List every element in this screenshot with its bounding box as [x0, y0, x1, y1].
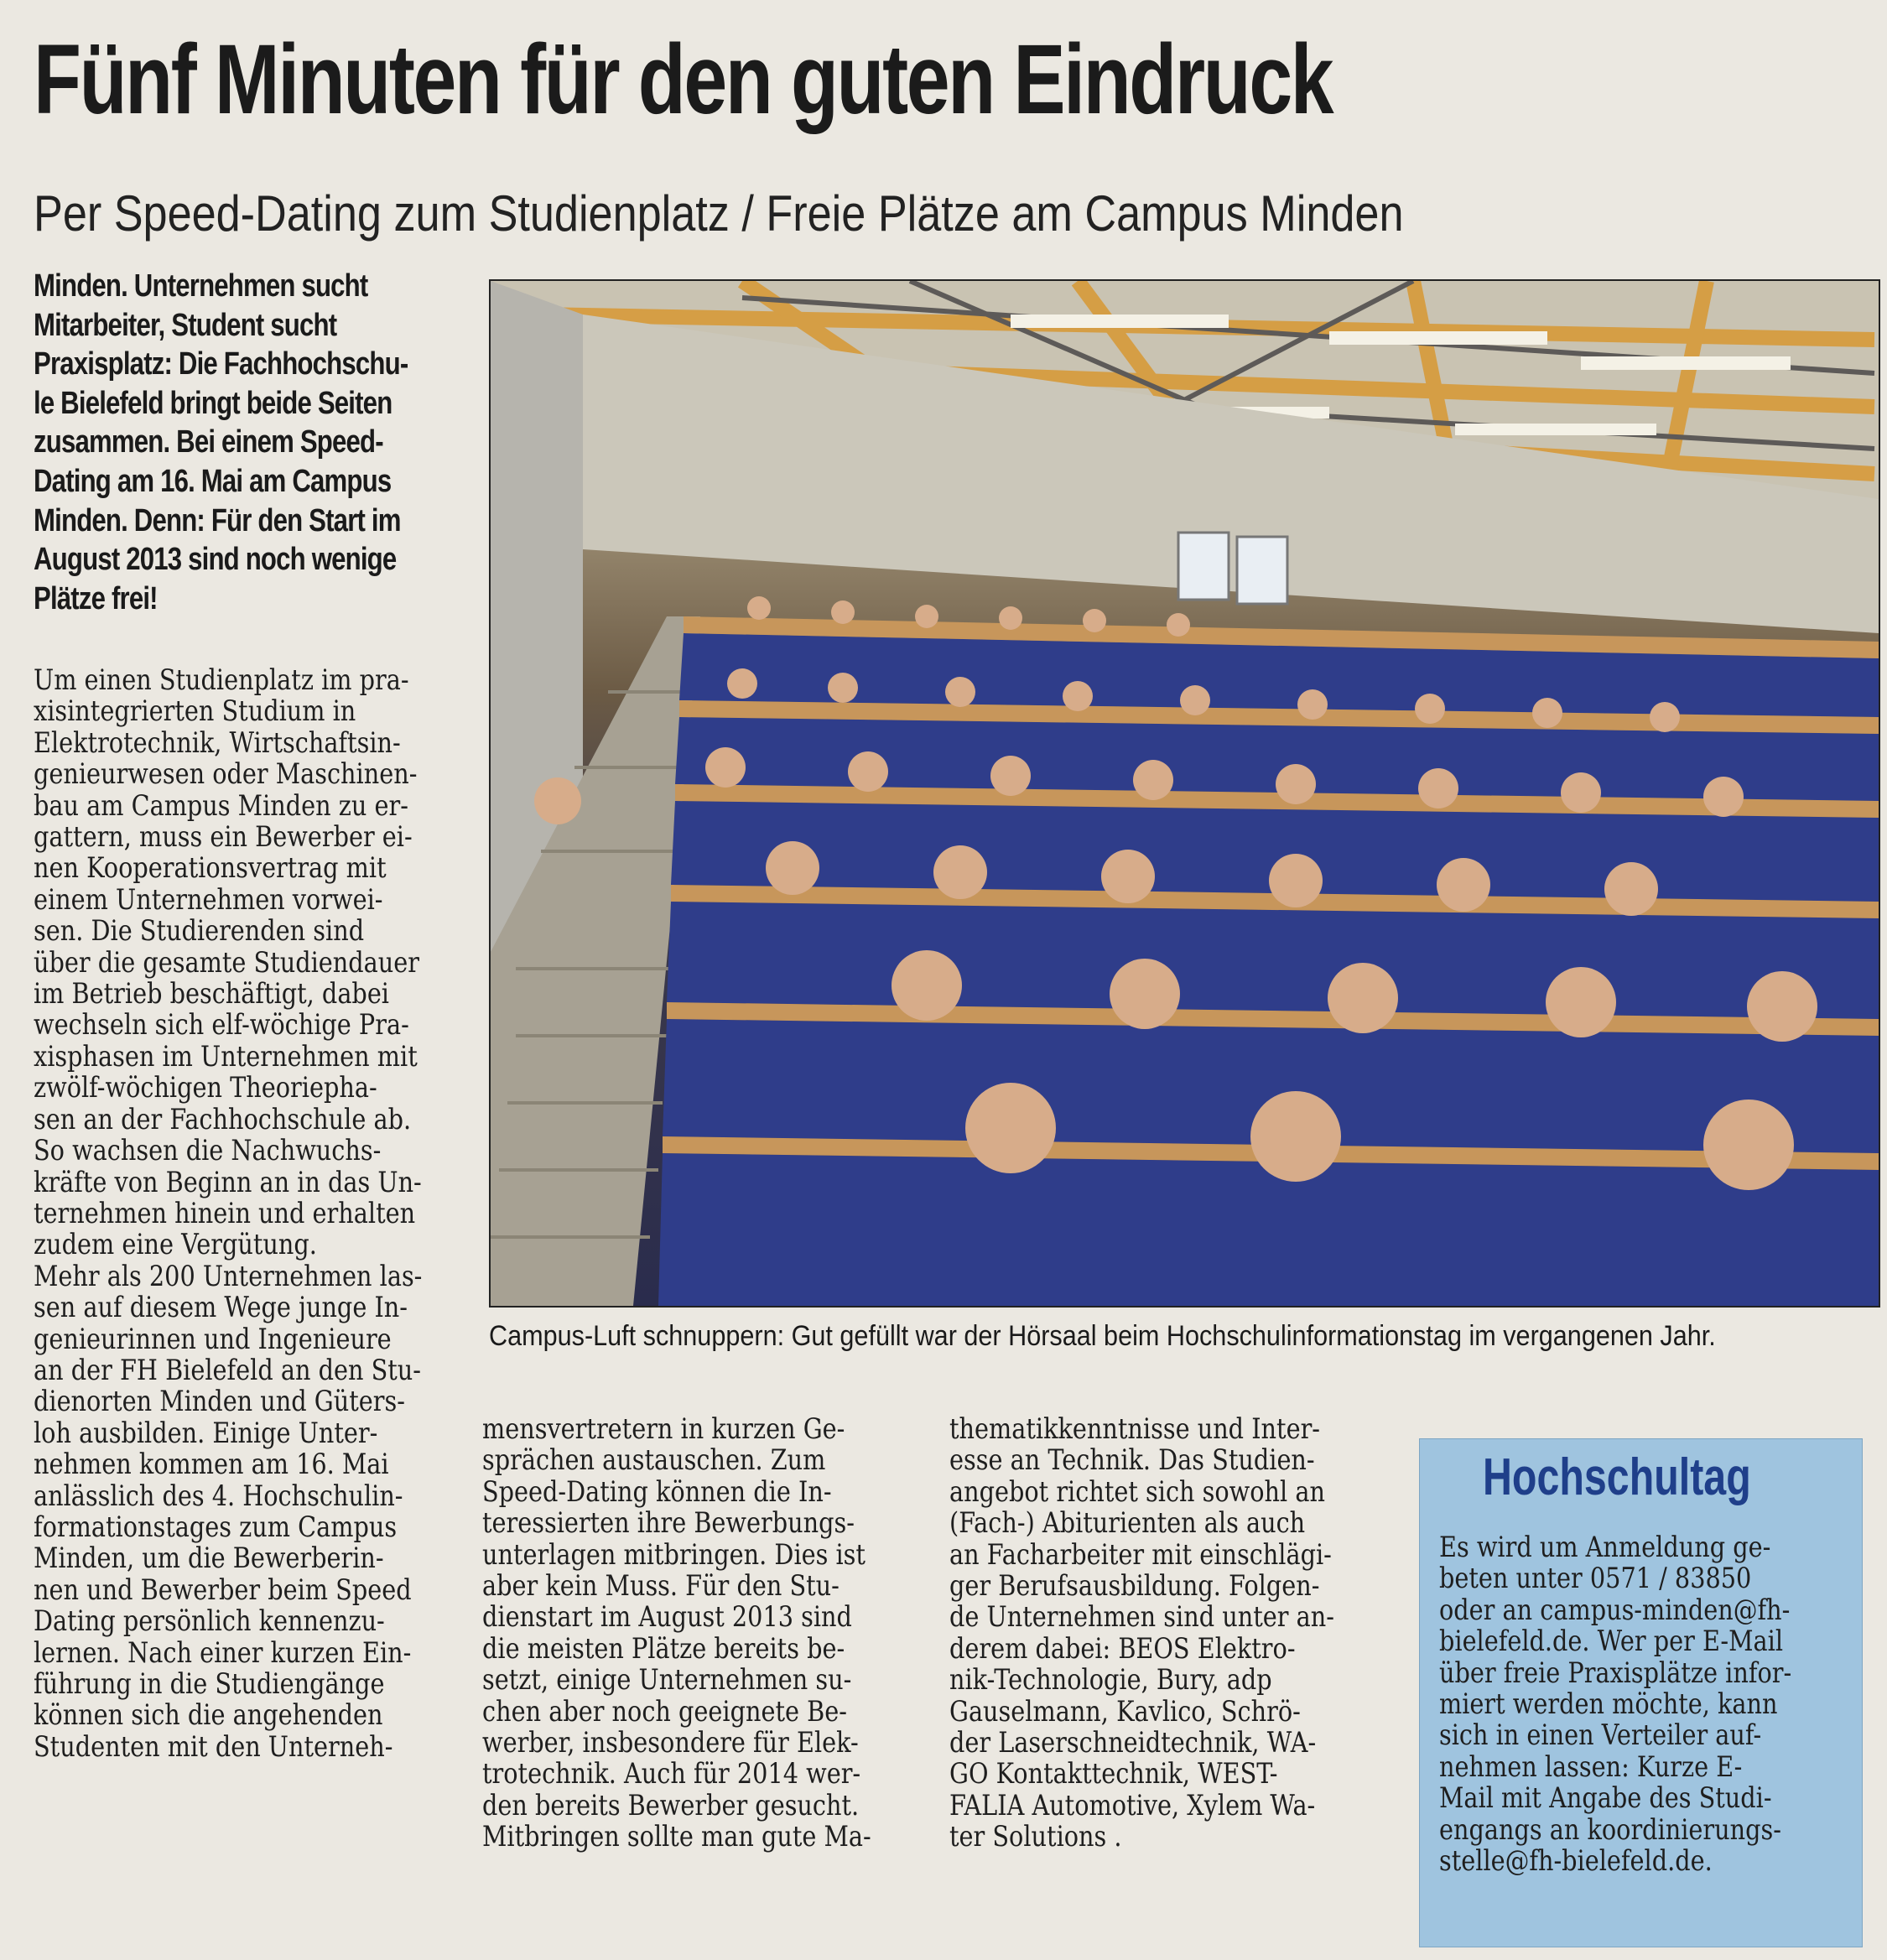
text-line: genieurwesen oder Maschinen- [34, 757, 418, 791]
text-line: Mehr als 200 Unternehmen las- [34, 1259, 423, 1292]
info-box-line: stelle@fh-bielefeld.de. [1439, 1844, 1713, 1878]
lead-line: zusammen. Bei einem Speed- [34, 424, 383, 460]
lecture-hall-illustration [491, 281, 1879, 1306]
text-line: nehmen kommen am 16. Mai [34, 1448, 389, 1481]
info-box-line: miert werden möchte, kann [1439, 1687, 1778, 1721]
text-line: ternehmen hinein und erhalten [34, 1196, 416, 1230]
text-line: können sich die angehenden [34, 1698, 383, 1732]
text-line: nik-Technologie, Bury, adp [949, 1663, 1272, 1697]
text-line: sen auf diesem Wege junge In- [34, 1291, 408, 1324]
text-line: Mitbringen sollte man gute Ma- [482, 1820, 871, 1853]
lead-line: Minden. Denn: Für den Start im [34, 502, 401, 538]
lead-line: Praxisplatz: Die Fachhochschu- [34, 346, 408, 382]
text-line: angebot richtet sich sowohl an [949, 1474, 1325, 1508]
lecture-hall-photo [489, 279, 1880, 1308]
text-line: kräfte von Beginn an in das Un- [34, 1165, 422, 1198]
info-box-line: über freie Praxisplätze infor- [1439, 1656, 1792, 1689]
text-line: zwölf-wöchigen Theoriepha- [34, 1071, 377, 1105]
lead-line: Mitarbeiter, Student sucht [34, 307, 337, 343]
text-line: anlässlich des 4. Hochschulin- [34, 1479, 403, 1512]
lead-line: August 2013 sind noch wenige [34, 542, 397, 578]
text-line: einem Unternehmen vorwei- [34, 882, 383, 916]
info-box-line: beten unter 0571 / 83850 [1439, 1562, 1752, 1595]
lead-line: le Bielefeld bringt beide Seiten [34, 385, 392, 421]
text-line: der Laserschneidtechnik, WA- [949, 1726, 1317, 1760]
lead-line: Minden. Unternehmen sucht [34, 268, 368, 304]
text-line: loh ausbilden. Einige Unter- [34, 1416, 378, 1449]
subheadline: Per Speed-Dating zum Studienplatz / Freie Plätze am Campus Minden [34, 185, 1404, 242]
text-line: den bereits Bewerber gesucht. [482, 1788, 860, 1822]
headline: Fünf Minuten für den guten Eindruck [34, 24, 1333, 135]
text-line: So wachsen die Nachwuchs- [34, 1134, 382, 1167]
info-box-line: bielefeld.de. Wer per E-Mail [1439, 1625, 1784, 1658]
text-line: dienstart im August 2013 sind [482, 1600, 852, 1634]
lead-paragraph [34, 267, 481, 618]
text-line: ter Solutions . [949, 1820, 1122, 1853]
text-line: sprächen austauschen. Zum [482, 1443, 826, 1477]
text-line: xisintegrierten Studium in [34, 694, 356, 728]
lead-line: Dating am 16. Mai am Campus [34, 463, 392, 499]
text-line: mensvertretern in kurzen Ge- [482, 1412, 845, 1445]
text-line: führung in die Studiengänge [34, 1667, 385, 1700]
text-line: über die gesamte Studiendauer [34, 945, 420, 979]
text-line: zudem eine Vergütung. [34, 1228, 317, 1261]
text-line: GO Kontakttechnik, WEST- [949, 1757, 1278, 1791]
text-line: trotechnik. Auch für 2014 wer- [482, 1757, 861, 1791]
text-line: unterlagen mitbringen. Dies ist [482, 1537, 866, 1571]
text-line: ger Berufsausbildung. Folgen- [949, 1569, 1320, 1603]
photo-caption: Campus-Luft schnuppern: Gut gefüllt war der Hörsaal beim Hochschulinformationstag im vergangenen Jahr. [489, 1320, 1716, 1352]
text-line: esse an Technik. Das Studien- [949, 1443, 1315, 1477]
text-line: Minden, um die Bewerberin- [34, 1541, 384, 1575]
text-line: (Fach-) Abiturienten als auch [949, 1506, 1306, 1540]
info-box-title: Hochschultag [1483, 1448, 1751, 1506]
text-line: die meisten Plätze bereits be- [482, 1631, 845, 1665]
article-column-3 [949, 1413, 1385, 1853]
info-box-text [1439, 1531, 1850, 1876]
text-line: nen und Bewerber beim Speed [34, 1573, 412, 1606]
text-line: Speed-Dating können die In- [482, 1474, 832, 1508]
text-line: nen Kooperationsvertrag mit [34, 851, 387, 885]
lead-line: Plätze frei! [34, 580, 158, 616]
text-line: bau am Campus Minden zu er- [34, 788, 408, 822]
info-box-line: Mail mit Angabe des Studi- [1439, 1781, 1772, 1815]
info-box-line: engangs an koordinierungs- [1439, 1812, 1781, 1846]
text-line: Gauselmann, Kavlico, Schrö- [949, 1694, 1301, 1728]
text-line: im Betrieb beschäftigt, dabei [34, 977, 390, 1011]
text-line: sen. Die Studierenden sind [34, 914, 365, 948]
text-line: Studenten mit den Unterneh- [34, 1729, 393, 1763]
text-line: Dating persönlich kennenzu- [34, 1604, 385, 1638]
text-line: FALIA Automotive, Xylem Wa- [949, 1788, 1316, 1822]
text-line: Um einen Studienplatz im pra- [34, 663, 409, 696]
text-line: aber kein Muss. Für den Stu- [482, 1569, 840, 1603]
text-line: gattern, muss ein Bewerber ei- [34, 820, 413, 854]
info-box-line: sich in einen Verteiler auf- [1439, 1718, 1762, 1752]
text-line: wechseln sich elf-wöchige Pra- [34, 1008, 409, 1042]
text-line: setzt, einige Unternehmen su- [482, 1663, 852, 1697]
text-line: thematikkenntnisse und Inter- [949, 1412, 1320, 1445]
text-line: xisphasen im Unternehmen mit [34, 1039, 418, 1073]
text-line: an der FH Bielefeld an den Stu- [34, 1353, 421, 1386]
article-column-2 [482, 1413, 918, 1853]
text-line: teressierten ihre Bewerbungs- [482, 1506, 855, 1540]
article-column-1 [34, 664, 470, 1762]
text-line: an Facharbeiter mit einschlägi- [949, 1537, 1332, 1571]
text-line: Elektrotechnik, Wirtschaftsin- [34, 725, 401, 759]
text-line: chen aber noch geeignete Be- [482, 1694, 847, 1728]
text-line: werber, insbesondere für Elek- [482, 1726, 859, 1760]
text-line: lernen. Nach einer kurzen Ein- [34, 1635, 412, 1669]
text-line: dienorten Minden und Güters- [34, 1385, 405, 1418]
text-line: sen an der Fachhochschule ab. [34, 1102, 412, 1136]
info-box-line: Es wird um Anmeldung ge- [1439, 1531, 1771, 1563]
info-box-line: nehmen lassen: Kurze E- [1439, 1749, 1743, 1783]
info-box-line: oder an campus-minden@fh- [1439, 1593, 1791, 1626]
text-line: genieurinnen und Ingenieure [34, 1322, 392, 1355]
text-line: formationstages zum Campus [34, 1510, 398, 1543]
text-line: de Unternehmen sind unter an- [949, 1600, 1334, 1634]
text-line: derem dabei: BEOS Elektro- [949, 1631, 1296, 1665]
